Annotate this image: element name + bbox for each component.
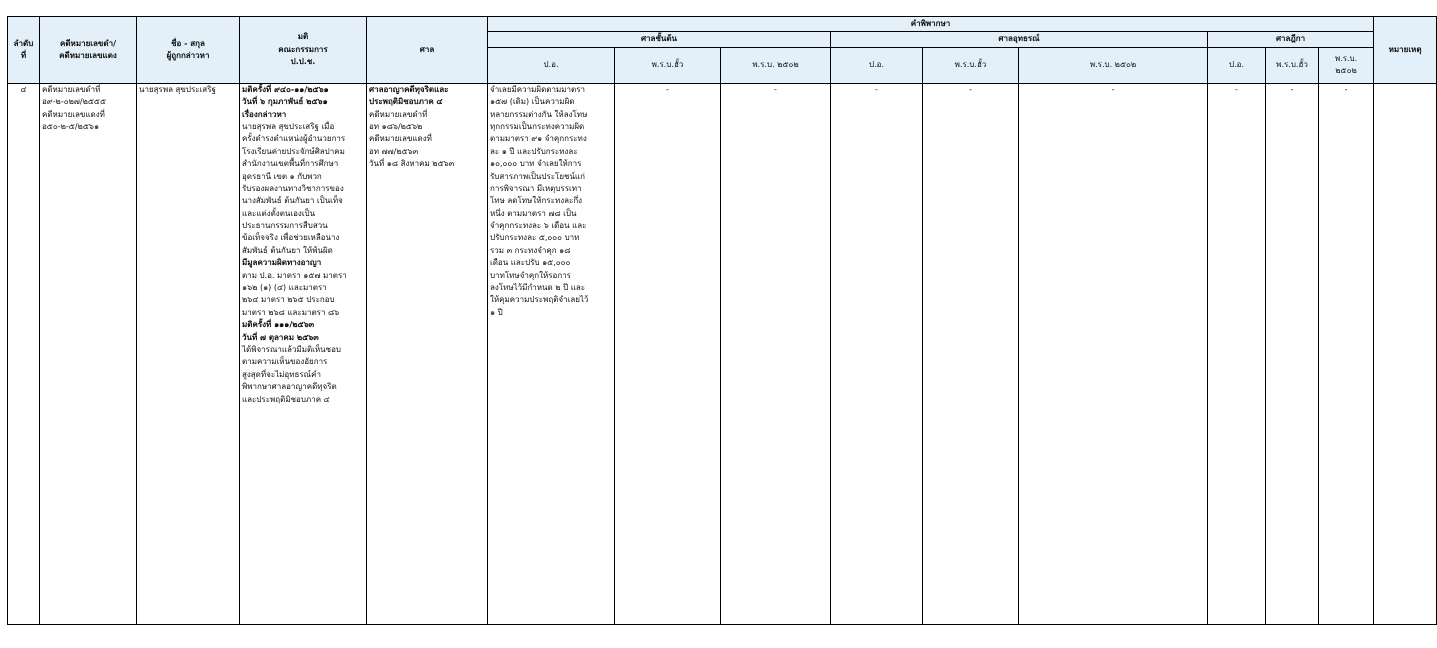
supreme-po-cell: - — [1208, 83, 1266, 624]
first-court-judgment-line: ๑๐,๐๐๐ บาท จำเลยให้การ — [490, 159, 582, 169]
resolution-text-line: ตามความเห็นของอัยการ — [242, 357, 328, 367]
court-text-line: อท ๑๘๖/๒๕๖๒ — [369, 121, 423, 131]
col-order-header: ลำดับ ที่ — [8, 17, 40, 84]
resolution-text-line: สำนักงานเขตพื้นที่การศึกษา — [242, 159, 339, 169]
resolution-text-line: ครั้งดำรงตำแหน่งผู้อำนวยการ — [242, 134, 346, 144]
judgment-table-wrapper — [7, 16, 1422, 648]
resolution-text-line: มีมูลความผิดทางอาญา — [242, 258, 322, 268]
court-supreme-header: ศาลฎีกา — [1208, 32, 1374, 47]
resolution-text-line: ๒๖๔ มาตรา ๒๖๕ ประกอบ — [242, 295, 335, 305]
court-cell — [367, 83, 488, 624]
resolution-text-line: ข้อเท็จจริง เพื่อช่วยเหลือนาง — [242, 233, 340, 243]
col-resolution-header: มติ คณะกรรมการ ป.ป.ช. — [240, 17, 367, 84]
first-court-judgment-line: การพิจารณา มีเหตุบรรเทา — [490, 183, 582, 193]
first-court-judgment-line: ทุกกรรมเป็นกระทงความผิด — [490, 121, 585, 131]
resolution-text-line: วันที่ ๖ กุมภาพันธ์ ๒๕๖๑ — [242, 97, 328, 107]
col-name-header: ชื่อ - สกุล ผู้ถูกกล่าวหา — [137, 17, 240, 84]
remarks-cell — [1374, 83, 1437, 624]
resolution-text-line: ตาม ป.อ. มาตรา ๑๕๗ มาตรา — [242, 270, 347, 280]
resolution-text-line: เรื่องกล่าวหา — [242, 109, 287, 119]
first-court-judgment-line: เดือน และปรับ ๑๕,๐๐๐ — [490, 258, 571, 268]
supreme-prb-header: พ.ร.บ.ฮั้ว — [1266, 47, 1319, 83]
first-prb-header: พ.ร.บ.ฮั้ว — [615, 47, 721, 83]
first-court-judgment-line: จำเลยมีความผิดตามมาตรา — [490, 84, 585, 94]
first-prb2502-header: พ.ร.บ. ๒๕๐๒ — [721, 47, 831, 83]
court-text-line: คดีหมายเลขแดงที่ — [369, 134, 432, 144]
order-cell: ๔ — [8, 83, 40, 624]
supreme-prb2502-header: พ.ร.บ. ๒๕๐๒ — [1319, 47, 1374, 83]
appeal-prb-cell: - — [923, 83, 1019, 624]
col-judgment-header: คำพิพากษา — [488, 17, 1374, 32]
resolution-text-line: นายสุรพล สุขประเสริฐ เมื่อ — [242, 121, 335, 131]
first-prb2502-cell: - — [721, 83, 831, 624]
first-court-judgment-line: หนึ่ง ตามมาตรา ๗๘ เป็น — [490, 208, 577, 218]
supreme-prb-cell: - — [1266, 83, 1319, 624]
resolution-text-line: วันที่ ๗ ตุลาคม ๒๕๖๓ — [242, 332, 319, 342]
court-appeal-header: ศาลอุทธรณ์ — [831, 32, 1208, 47]
first-court-judgment-line: โทษ ลดโทษให้กระทงละกึ่ง — [490, 196, 583, 206]
resolution-text-line: มติครั้งที่ ๙๔๐-๑๑/๒๕๖๑ — [242, 84, 329, 94]
first-court-judgment-line: หลายกรรมต่างกัน ให้ลงโทษ — [490, 109, 588, 119]
first-court-judgment-line: บาทโทษจำคุกให้รอการ — [490, 270, 571, 280]
resolution-text-line: ประธานกรรมการสืบสวน — [242, 221, 328, 231]
first-prb-cell: - — [615, 83, 721, 624]
resolution-text-line: ได้พิจารณาแล้วมีมติเห็นชอบ — [242, 344, 341, 354]
first-court-judgment-line: ตามมาตรา ๙๑ จำคุกกระทง — [490, 134, 587, 144]
resolution-cell — [240, 83, 367, 624]
resolution-text-line: พิพากษาศาลอาญาคดีทุจริต — [242, 382, 337, 392]
resolution-text-line: และประพฤติมิชอบภาค ๔ — [242, 394, 330, 404]
col-case-number-header: คดีหมายเลขดำ/ คดีหมายเลขแดง — [40, 17, 137, 84]
resolution-text-line: รับรองผลงานทางวิชาการของ — [242, 183, 344, 193]
col-remarks-header: หมายเหตุ — [1374, 17, 1437, 84]
first-court-judgment-line: รับสารภาพเป็นประโยชน์แก่ — [490, 171, 585, 181]
case-number-cell: คดีหมายเลขดำที่ อ๙-๒-๐๒๗/๒๕๕๕ คดีหมายเลขแดงที่ อ๕๐-๒-๕/๒๕๖๑ — [40, 83, 137, 624]
resolution-text-line: นางสัมพันธ์ ต้นกันยา เป็นเท็จ — [242, 196, 343, 206]
court-text-line: ศาลอาญาคดีทุจริตและ — [369, 84, 449, 94]
appeal-po-cell: - — [831, 83, 923, 624]
court-text-line: วันที่ ๑๘ สิงหาคม ๒๕๖๓ — [369, 159, 455, 169]
court-first-header: ศาลชั้นต้น — [488, 32, 831, 47]
supreme-po-header: ป.อ. — [1208, 47, 1266, 83]
judgment-table — [7, 16, 1437, 625]
first-court-judgment-line: ๑ ปี — [490, 307, 503, 317]
first-court-judgment-line: ปรับกระทงละ ๕,๐๐๐ บาท — [490, 233, 580, 243]
appeal-prb-header: พ.ร.บ.ฮั้ว — [923, 47, 1019, 83]
resolution-text-line: และแต่งตั้งตนเองเป็น — [242, 208, 316, 218]
resolution-text-line: สัมพันธ์ ต้นกันยา ให้พ้นผิด — [242, 245, 333, 255]
first-court-judgment-line: ลงโทษไว้มีกำหนด ๒ ปี และ — [490, 283, 586, 293]
court-text-line: คดีหมายเลขดำที่ — [369, 109, 428, 119]
resolution-text-line: โรงเรียนค่ายประจักษ์ศิลปาคม — [242, 146, 345, 156]
first-court-judgment-line: จำคุกกระทงละ ๖ เดือน และ — [490, 221, 587, 231]
resolution-text-line: ๑๖๒ (๑) (๔) และมาตรา — [242, 283, 327, 293]
first-court-judgment-line: ให้คุมความประพฤติจำเลยไว้ — [490, 295, 589, 305]
accused-name-cell: นายสุรพล สุขประเสริฐ — [137, 83, 240, 624]
appeal-po-header: ป.อ. — [831, 47, 923, 83]
supreme-prb2502-cell: - — [1319, 83, 1374, 624]
first-court-judgment-line: ละ ๑ ปี และปรับกระทงละ — [490, 146, 578, 156]
appeal-prb2502-cell: - — [1019, 83, 1208, 624]
first-court-judgment-line: ๑๕๗ (เดิม) เป็นความผิด — [490, 97, 575, 107]
resolution-text-line: สูงสุดที่จะไม่อุทธรณ์คำ — [242, 369, 321, 379]
resolution-text-line: มติครั้งที่ ๑๑๑/๒๕๖๓ — [242, 320, 315, 330]
resolution-text-line: มาตรา ๒๖๘ และมาตรา ๘๖ — [242, 307, 340, 317]
court-text-line: ประพฤติมิชอบภาค ๔ — [369, 97, 443, 107]
appeal-prb2502-header: พ.ร.บ. ๒๕๐๒ — [1019, 47, 1208, 83]
table-row — [8, 83, 1437, 624]
col-court-header: ศาล — [367, 17, 488, 84]
first-court-judgment-line: รวม ๓ กระทงจำคุก ๑๘ — [490, 245, 571, 255]
resolution-text-line: อุดรธานี เขต ๑ กับพวก — [242, 171, 322, 181]
first-po-cell — [488, 83, 615, 624]
first-po-header: ป.อ. — [488, 47, 615, 83]
court-text-line: อท ๗๗/๒๕๖๓ — [369, 146, 419, 156]
